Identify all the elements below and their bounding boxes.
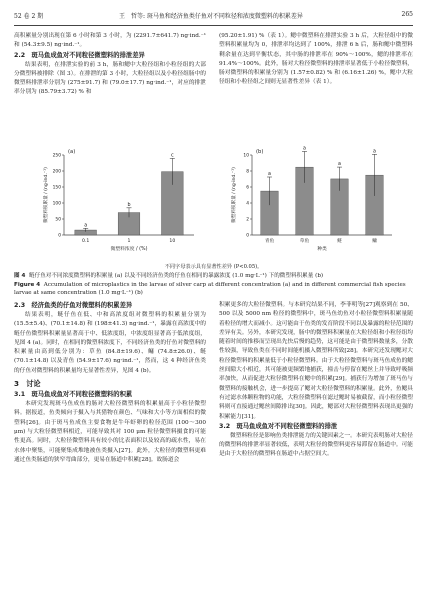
significance-label: a: [303, 146, 306, 152]
y-axis-label: 微塑料积累量 / (ng·ind.⁻¹): [44, 167, 49, 223]
y-tick-label: 4: [246, 201, 249, 207]
header-rule: [14, 25, 413, 26]
caption-text: 鲢仔鱼对不同浓度微塑料的积累量 (a) 以及不同经济鱼类的仔鱼在相同的暴露浓度 (1.0 mg·L⁻¹) 下的微塑料积累量 (b): [29, 273, 324, 279]
significance-label: a: [373, 149, 376, 155]
section-heading: 2.3 经济鱼类的仔鱼对微塑料的积累差异: [14, 302, 133, 309]
section-heading: 2.2 斑马鱼成鱼对不同粒径微塑料的排泄差异: [14, 51, 145, 59]
y-tick-label: 150: [52, 185, 61, 191]
section-heading: 3 讨论: [14, 379, 41, 389]
chart-panel-a: [42, 149, 194, 252]
significance-label: a: [84, 223, 88, 229]
paragraph: 高积累量分别出现在第 6 小时和第 3 小时，为 (2291.7±641.7) ng·ind.⁻¹ 和 (54.3±9.5) ng·ind.⁻¹。: [14, 33, 206, 49]
paragraph: 结果表明，鲢仔鱼在低、中和高浓度组对微塑料的积累量分别为 (15.5±5.4)、(70.1±14.8) 和 (198±41.3) ng·ind.⁻¹，暴露在高浓度中的鲢仔鱼微塑料积累量显著高于中、低浓度组，中浓度组显著高于低浓度组，见图 4 (a)。同时，在相同的微塑料浓度下，不同经济鱼类的仔鱼对微塑料的积累量由高到低分别为：草鱼 (84.8±19.6)、鳙 (74.8±26.0)、鲢 (70.1±14.8) 以及青鱼 (54.9±17.6) ng·ind.⁻¹，然而，这 4 种经济鱼类的仔鱼对微塑料的积累量均无显著性差异，见图 4 (b)。: [14, 312, 206, 374]
chart-panel-b: [230, 146, 392, 252]
caption-label: 图 4: [14, 273, 26, 279]
left-column-top: [14, 32, 206, 98]
x-tick-label: 0.1: [82, 239, 90, 244]
paragraph: (95.20±1.91) %（表 1）。鳃中微塑料在排泄实验 3 h 后，大粒径组中的微塑料积累量均为 0，排泄率均达到了 100%，排泄 6 h 后，肠和鳃中微塑料剩余量在达到平衡状态，其中肠的排泄率在 90%～100%，鳃的排泄率在 91.4%～100%。此外，肠对大粒径微塑料的排泄率显著低于小粒径微塑料，肠对微塑料的积累量分别为 (1.57±0.82) % 和 (6.16±1.26) %，鳃中大粒径组和小粒径组之间则无显著性差异（表 1）。: [219, 33, 413, 86]
y-tick-label: 8: [246, 169, 249, 175]
section-heading: 3.1 斑马鱼成鱼对不同粒径微塑料的积累: [14, 391, 133, 399]
x-tick-label: 10: [169, 239, 176, 244]
y-tick-label: 250: [52, 153, 61, 159]
x-axis-label: 种类: [317, 247, 327, 252]
bar: [296, 167, 314, 235]
significance-label: b: [127, 202, 131, 208]
caption-text: Accumulation of microplastics in the larvae of silver carp at different concentration (a) and in different commercial fish species larvae at same concentration (1.0 mg·L⁻¹) (b): [14, 282, 406, 297]
right-column-bottom: [219, 301, 413, 460]
x-tick-label: 青鱼: [264, 239, 275, 244]
figure-caption-en: [14, 281, 413, 298]
y-tick-label: 0: [246, 233, 249, 239]
y-tick-label: 100: [52, 201, 61, 207]
y-tick-label: 10: [243, 153, 249, 159]
bar: [75, 230, 97, 235]
x-tick-label: 1: [127, 239, 131, 244]
y-axis-label: 微塑料积累量 / (ng·ind.⁻¹): [232, 167, 237, 223]
x-axis-label: 微塑料浓度 / (%): [110, 247, 148, 252]
page-number: 265: [401, 11, 413, 18]
panel-label: (b): [256, 149, 264, 155]
running-header: [14, 11, 413, 23]
bar: [118, 213, 140, 235]
paragraph: 积累更多的大粒径微塑料。与本研究结果不同，李菲明等[27]观察到在 50、500 以及 5000 nm 粒径的微塑料中，斑马鱼幼鱼对小粒径微塑料积累量随着粒径的增大而减小。这可能由于鱼类的发育阶段不同以及暴露的粒径范围的差异有关。另外，本研究发现，肠中的微塑料积累量在大粒径组和小粒径组均随着时间的推移而呈现出先快后慢的趋势，这可能是由于微塑料数量多，分散性较强，导致鱼类在不同时间能机摄入微塑料所致[28]。本研究还发现鳃对大粒径微塑料的积累量低于小粒径微塑料。由于大粒径微塑料与斑马鱼成鱼的鳃丝间隙大小相近，其可能被更频繁地捕获，撞击与停留在鳃丝上并导致呼吸频率加快，从而促进大粒径微塑料在鳃中的积累[29]。捕获行为增加了斑马鱼与微塑料的接触机会，进一步提高了鳃对大粒径微塑料的积累量。此外，鱼鳃具有过滤水体颗粒物的功能，大粒径微塑料在滤过鳃时易被截留，而小粒径微塑料则可直接通过鳃丝间隙排出[30]。因此，鳃部对大粒径微塑料表现出更强的积累能力[31]。: [219, 302, 413, 420]
journal-issue: 52 卷 2 期: [14, 13, 44, 20]
y-tick-label: 200: [52, 169, 61, 175]
x-tick-label: 草鱼: [299, 239, 310, 244]
significance-label: a: [268, 172, 271, 177]
y-tick-label: 0: [58, 233, 61, 239]
significance-label: c: [171, 153, 174, 159]
paragraph: 本研究发现斑马鱼成鱼的肠对大粒径微塑料的积累量高于小粒径微塑料。据报道，鱼类倾向于摄入与其猎物在颜色、气味和大小等方面相似的微塑料[26]。由于斑马鱼成鱼主要食物是牛年虾卵的粒径范围 (100～300 μm) 与大粒径微塑料相近，可能导致其对 100 μm 粒径微塑料摄食的可能性更高。同时，大粒径微塑料具有较小的比表面积以及较高的疏水性，易在水体中聚集，可能聚集成堆地被鱼类摄入[27]。此外，大粒径的微塑料更难通过鱼类肠道的狭窄弯曲部分，更易在肠道中积累[28]。故肠道会: [14, 401, 206, 463]
paragraph: 微塑料粒径是影响鱼类排泄能力的关键因素之一。本研究表明肠对大粒径的微塑料的排泄率显著较低，表明大粒径的微塑料更容易滞留在肠道中。可能是由于大粒径的微塑料在肠道中占据空间大。: [219, 432, 413, 458]
bar: [366, 175, 384, 235]
left-column-bottom: [14, 301, 206, 465]
x-tick-label: 鳙: [372, 239, 377, 244]
y-tick-label: 6: [246, 185, 249, 191]
section-heading: 3.2 斑马鱼成鱼对不同粒径微塑料的排泄: [219, 422, 338, 430]
figure-note: 不同字母表示具有显著性差异 (P<0.05)。: [164, 264, 263, 270]
right-column-top: [219, 32, 413, 88]
figure-caption-cn: [14, 272, 413, 280]
bar: [162, 172, 184, 235]
significance-label: a: [338, 162, 341, 168]
x-tick-label: 鲢: [337, 239, 342, 244]
panel-label: (a): [68, 149, 76, 155]
bar: [261, 191, 279, 235]
y-tick-label: 50: [55, 217, 61, 223]
bar: [331, 179, 349, 235]
paragraph: 结果表明，在排泄实验的前 3 h，肠和鳃中大粒径组和小粒径组的大部分微塑料被排除（图 3）。在排泄的第 3 小时，大粒径组以及小粒径组肠中的微塑料排泄率分别为 (275±91.7) 和 (79.0±17.7) ng·ind.⁻¹，对应的排泄率分别为 (85.79±3.72) % 和: [14, 61, 206, 96]
y-tick-label: 2: [246, 217, 249, 223]
caption-label: Figure 4: [14, 282, 41, 288]
running-title: 王 哲等: 斑马鱼和经济鱼类仔鱼对不同粒径和浓度微塑料的积累差异: [119, 13, 303, 20]
